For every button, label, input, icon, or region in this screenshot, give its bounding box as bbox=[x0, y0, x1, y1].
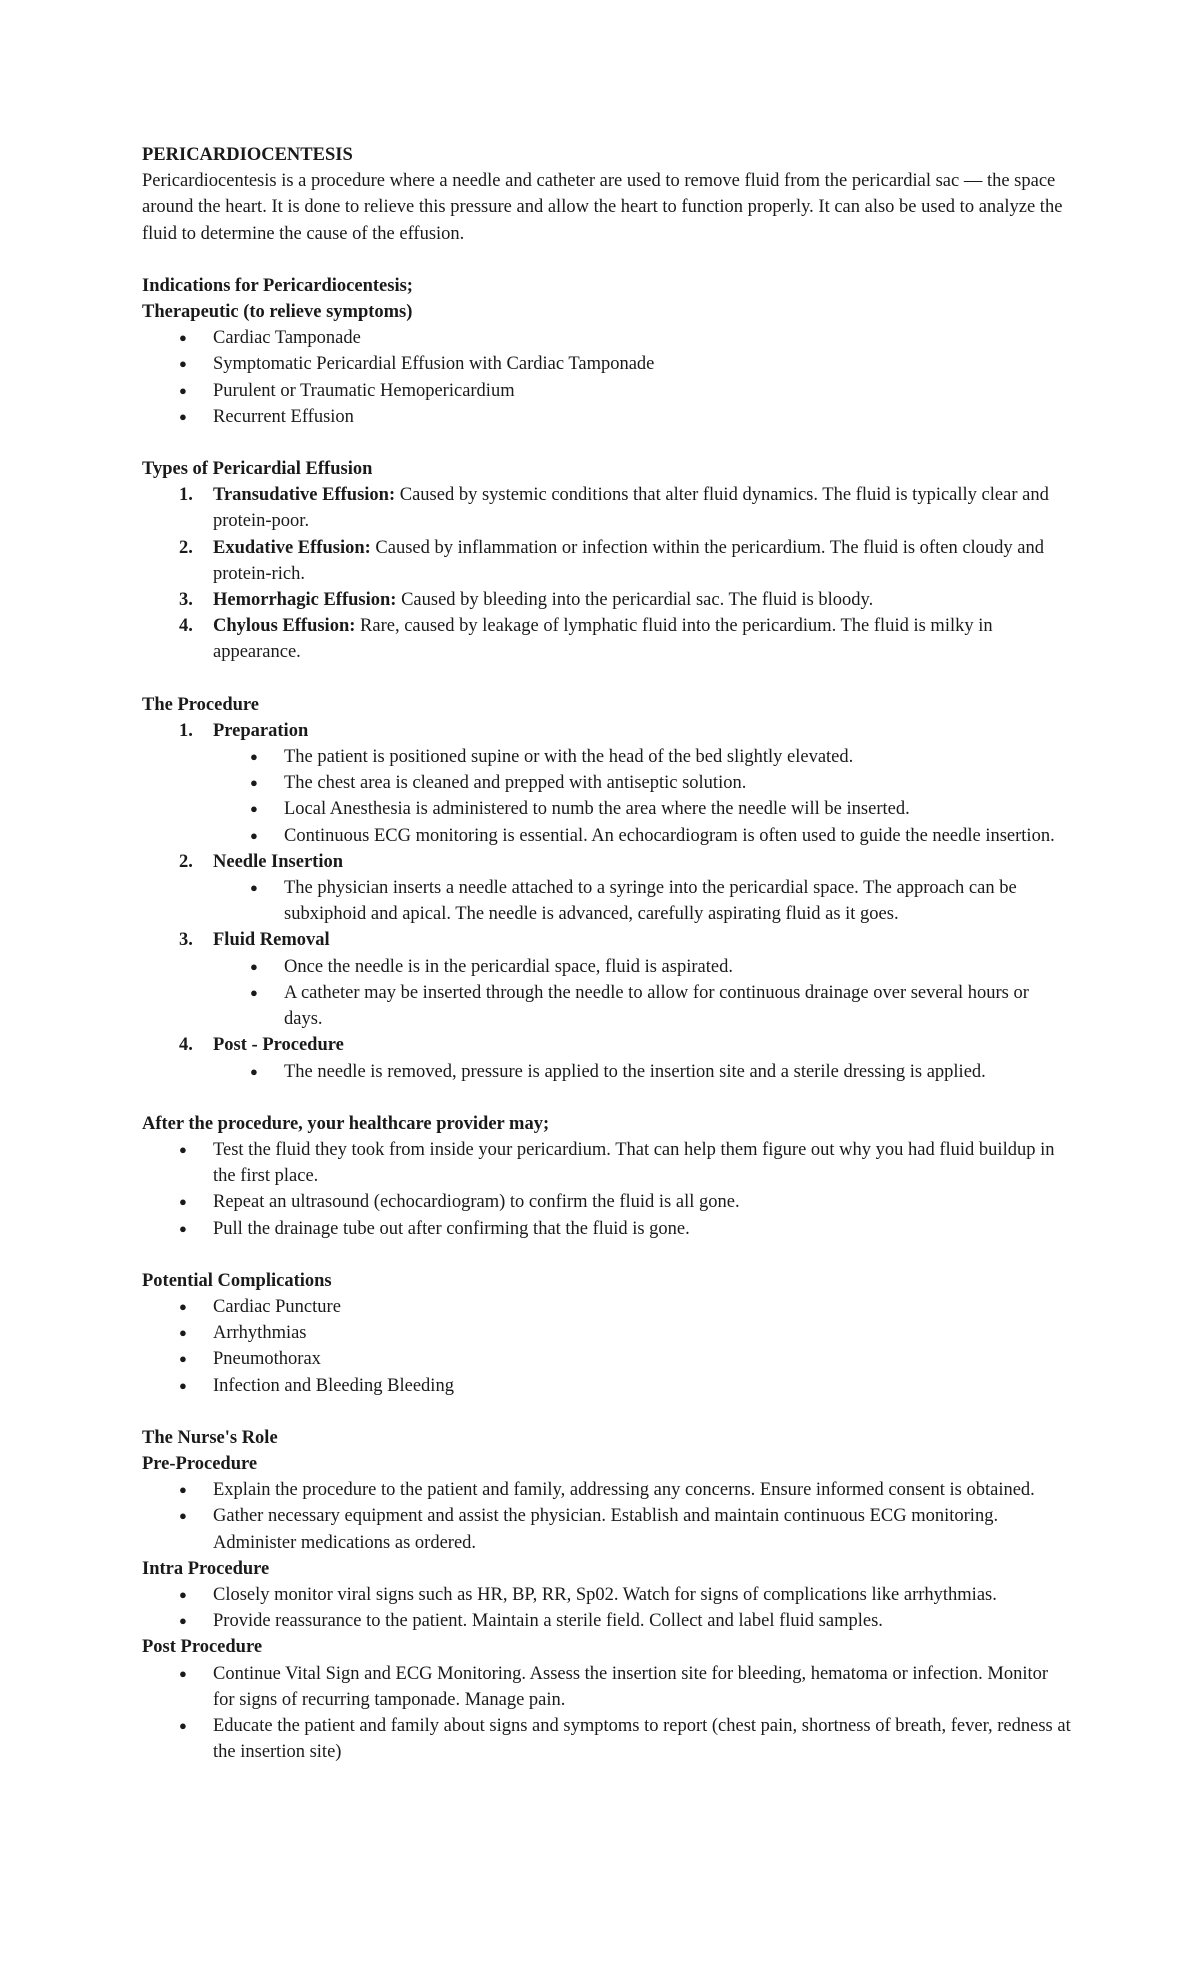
list-item: ● The chest area is cleaned and prepped with antiseptic solution. bbox=[213, 770, 1072, 796]
procedure-heading: The Procedure bbox=[142, 694, 259, 715]
spacer bbox=[142, 666, 1072, 692]
item-term: Transudative Effusion: bbox=[213, 485, 396, 506]
procedure-step bbox=[142, 927, 1072, 1032]
list-item: ● Arrhythmias bbox=[142, 1320, 1072, 1346]
list-item: ● The physician inserts a needle attached to a syringe into the pericardial space. The approach can be subxiphoid and apical. The needle is advanced, carefully aspirating fluid as it goes. bbox=[213, 875, 1072, 927]
spacer bbox=[142, 430, 1072, 456]
list-item: ● Test the fluid they took from inside your pericardium. That can help them figure out why you had fluid buildup in the first place. bbox=[142, 1137, 1072, 1189]
indications-list bbox=[142, 325, 1072, 430]
post-procedure-heading: Post Procedure bbox=[142, 1637, 263, 1658]
types-list bbox=[142, 482, 1072, 665]
pre-procedure-heading: Pre-Procedure bbox=[142, 1453, 258, 1474]
item-number: 4. bbox=[179, 616, 193, 637]
step-number: 1. bbox=[179, 720, 193, 741]
step-title: Preparation bbox=[213, 720, 309, 741]
list-item bbox=[142, 535, 1072, 587]
list-item: ● Purulent or Traumatic Hemopericardium bbox=[142, 378, 1072, 404]
after-list bbox=[142, 1137, 1072, 1242]
list-item: ● Gather necessary equipment and assist the physician. Establish and maintain continuous ECG monitoring. Administer medications as ordered. bbox=[142, 1503, 1072, 1555]
spacer bbox=[142, 247, 1072, 273]
item-term: Exudative Effusion: bbox=[213, 537, 371, 558]
item-text: Caused by inflammation or infection within the pericardium. The fluid is often cloudy and protein-rich. bbox=[213, 537, 1045, 584]
step-title: Needle Insertion bbox=[213, 851, 343, 872]
intro-paragraph: Pericardiocentesis is a procedure where a needle and catheter are used to remove fluid from the pericardial sac — the space around the heart. It is done to relieve this pressure and allow the heart to function properly. It can also be used to analyze the fluid to determine the cause of the effusion. bbox=[142, 171, 1063, 244]
list-item: ● Repeat an ultrasound (echocardiogram) to confirm the fluid is all gone. bbox=[142, 1189, 1072, 1215]
document-title: PERICARDIOCENTESIS bbox=[142, 145, 353, 165]
step-number: 4. bbox=[179, 1035, 193, 1056]
spacer bbox=[142, 1085, 1072, 1111]
item-number: 2. bbox=[179, 537, 193, 558]
list-item: ● Recurrent Effusion bbox=[142, 404, 1072, 430]
intra-procedure-heading: Intra Procedure bbox=[142, 1558, 270, 1579]
list-item bbox=[142, 613, 1072, 665]
post-procedure-list bbox=[142, 1661, 1072, 1766]
list-item: ● Cardiac Puncture bbox=[142, 1294, 1072, 1320]
list-item: ● Closely monitor viral signs such as HR, BP, RR, Sp02. Watch for signs of complications like arrhythmias. bbox=[142, 1582, 1072, 1608]
spacer bbox=[142, 1242, 1072, 1268]
item-text: Rare, caused by leakage of lymphatic fluid into the pericardium. The fluid is milky in appearance. bbox=[213, 616, 993, 663]
list-item: ● Cardiac Tamponade bbox=[142, 325, 1072, 351]
list-item: ● Explain the procedure to the patient and family, addressing any concerns. Ensure informed consent is obtained. bbox=[142, 1477, 1072, 1503]
list-item: ● Educate the patient and family about signs and symptoms to report (chest pain, shortness of breath, fever, redness at the insertion site) bbox=[142, 1713, 1072, 1765]
list-item: ● Pneumothorax bbox=[142, 1346, 1072, 1372]
types-heading: Types of Pericardial Effusion bbox=[142, 459, 373, 480]
step-number: 2. bbox=[179, 851, 193, 872]
list-item bbox=[142, 482, 1072, 534]
list-item: ● The patient is positioned supine or with the head of the bed slightly elevated. bbox=[213, 744, 1072, 770]
complications-heading: Potential Complications bbox=[142, 1270, 332, 1291]
procedure-step bbox=[142, 1032, 1072, 1084]
nurse-heading: The Nurse's Role bbox=[142, 1427, 278, 1448]
step-list bbox=[213, 1059, 1072, 1085]
item-number: 1. bbox=[179, 485, 193, 506]
item-term: Hemorrhagic Effusion: bbox=[213, 590, 397, 611]
list-item: ● Once the needle is in the pericardial space, fluid is aspirated. bbox=[213, 954, 1072, 980]
list-item: ● Provide reassurance to the patient. Maintain a sterile field. Collect and label fluid samples. bbox=[142, 1608, 1072, 1634]
list-item bbox=[142, 587, 1072, 613]
step-title: Fluid Removal bbox=[213, 930, 330, 951]
procedure-step bbox=[142, 849, 1072, 928]
list-item: ● Infection and Bleeding Bleeding bbox=[142, 1373, 1072, 1399]
procedure-steps bbox=[142, 718, 1072, 1085]
item-text: Caused by bleeding into the pericardial sac. The fluid is bloody. bbox=[396, 590, 874, 611]
list-item: ● Pull the drainage tube out after confirming that the fluid is gone. bbox=[142, 1216, 1072, 1242]
list-item: ● Local Anesthesia is administered to numb the area where the needle will be inserted. bbox=[213, 796, 1072, 822]
complications-list bbox=[142, 1294, 1072, 1399]
list-item: ● Continue Vital Sign and ECG Monitoring. Assess the insertion site for bleeding, hematoma or infection. Monitor for signs of recurring tamponade. Manage pain. bbox=[142, 1661, 1072, 1713]
list-item: ● Continuous ECG monitoring is essential. An echocardiogram is often used to guide the needle insertion. bbox=[213, 823, 1072, 849]
item-text: Caused by systemic conditions that alter fluid dynamics. The fluid is typically clear and protein-poor. bbox=[213, 485, 1049, 532]
pre-procedure-list bbox=[142, 1477, 1072, 1556]
list-item: ● Symptomatic Pericardial Effusion with Cardiac Tamponade bbox=[142, 351, 1072, 377]
step-list bbox=[213, 954, 1072, 1033]
item-number: 3. bbox=[179, 590, 193, 611]
step-title: Post - Procedure bbox=[213, 1035, 344, 1056]
procedure-step bbox=[142, 718, 1072, 849]
therapeutic-subheading: Therapeutic (to relieve symptoms) bbox=[142, 302, 413, 323]
item-term: Chylous Effusion: bbox=[213, 616, 356, 637]
intra-procedure-list bbox=[142, 1582, 1072, 1634]
list-item: ● A catheter may be inserted through the needle to allow for continuous drainage over several hours or days. bbox=[213, 980, 1072, 1032]
after-heading: After the procedure, your healthcare provider may; bbox=[142, 1113, 550, 1134]
spacer bbox=[142, 1399, 1072, 1425]
step-list bbox=[213, 744, 1072, 849]
document-page bbox=[142, 142, 1072, 1765]
step-list bbox=[213, 875, 1072, 927]
list-item: ● The needle is removed, pressure is applied to the insertion site and a sterile dressing is applied. bbox=[213, 1059, 1072, 1085]
step-number: 3. bbox=[179, 930, 193, 951]
indications-heading: Indications for Pericardiocentesis; bbox=[142, 275, 413, 296]
